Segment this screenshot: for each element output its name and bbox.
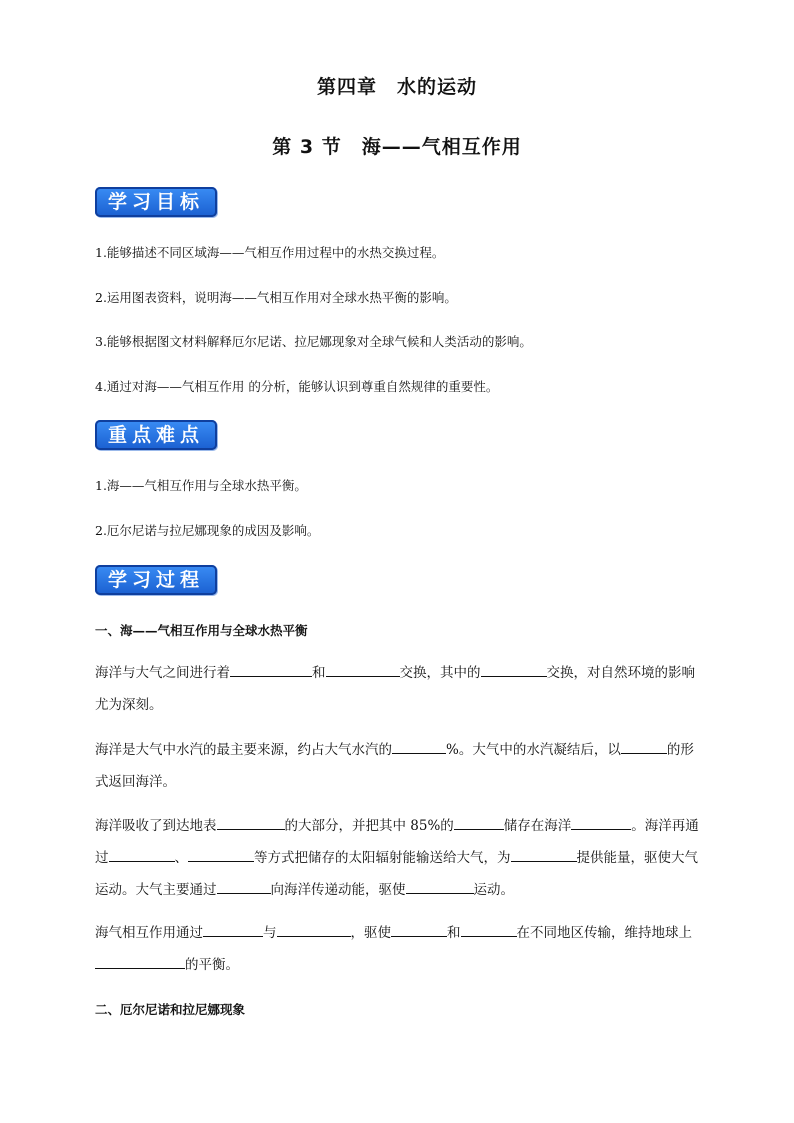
keypoints-badge: 重点难点 <box>95 420 217 450</box>
process-badge: 学习过程 <box>95 565 217 595</box>
objective-3: 3.能够根据图文材料解释厄尔尼诺、拉尼娜现象对全球气候和人类活动的影响。 <box>95 334 532 349</box>
fill-blank[interactable] <box>109 847 175 862</box>
objective-2: 2.运用图表资料，说明海——气相互作用对全球水热平衡的影响。 <box>95 290 457 305</box>
text-segment: 交换，其中的 <box>399 665 481 681</box>
text-segment: 。海洋再通过 <box>95 818 699 866</box>
paragraph-balance <box>95 917 700 981</box>
text-segment: 等方式把储存的太阳辐射能输送给大气，为 <box>254 850 511 866</box>
text-segment: %。大气中的水汽凝结后，以 <box>446 742 621 758</box>
section-title: 第 3 节 海——气相互作用 <box>272 136 522 158</box>
text-segment: 的形式返回海洋。 <box>95 742 694 790</box>
fill-blank[interactable] <box>391 922 447 937</box>
text-segment: 海气相互作用通过 <box>95 925 203 941</box>
fill-blank[interactable] <box>461 922 517 937</box>
fill-blank[interactable] <box>621 739 667 754</box>
keypoint-2: 2.厄尔尼诺与拉尼娜现象的成因及影响。 <box>95 523 320 538</box>
text-segment: 交换，对自然环境的影响尤为深刻。 <box>95 665 695 713</box>
fill-blank[interactable] <box>392 739 446 754</box>
process-heading-2: 二、厄尔尼诺和拉尼娜现象 <box>95 1002 246 1017</box>
text-segment: 、 <box>174 850 188 866</box>
fill-blank[interactable] <box>481 662 547 677</box>
process-heading-1: 一、海——气相互作用与全球水热平衡 <box>95 623 308 638</box>
text-segment: 的大部分，并把其中 85%的 <box>284 818 454 834</box>
fill-blank[interactable] <box>95 954 185 969</box>
text-segment: 运动。 <box>473 882 514 898</box>
fill-blank[interactable] <box>571 815 631 830</box>
text-segment: 海洋是大气中水汽的最主要来源，约占大气水汽的 <box>95 742 392 758</box>
fill-blank[interactable] <box>217 879 271 894</box>
fill-blank[interactable] <box>326 662 400 677</box>
objectives-badge: 学习目标 <box>95 187 217 217</box>
fill-blank[interactable] <box>188 847 254 862</box>
fill-blank[interactable] <box>277 922 351 937</box>
text-segment: 在不同地区传输，维持地球上 <box>516 925 692 941</box>
paragraph-water-vapor <box>95 734 700 798</box>
fill-blank[interactable] <box>511 847 577 862</box>
text-segment: 向海洋传递动能，驱使 <box>270 882 406 898</box>
text-segment: 和 <box>447 925 461 941</box>
fill-blank[interactable] <box>203 922 263 937</box>
text-segment: 海洋与大气之间进行着 <box>95 665 230 681</box>
paragraph-exchange <box>95 657 700 721</box>
fill-blank[interactable] <box>454 815 504 830</box>
text-segment: 与 <box>263 925 277 941</box>
text-segment: 提供能量，驱使大气运动。大气主要通过 <box>95 850 698 898</box>
objective-1: 1.能够描述不同区域海——气相互作用过程中的水热交换过程。 <box>95 245 445 260</box>
fill-blank[interactable] <box>406 879 474 894</box>
text-segment: 的平衡。 <box>185 957 239 973</box>
fill-blank[interactable] <box>217 815 285 830</box>
fill-blank[interactable] <box>230 662 312 677</box>
text-segment: 和 <box>312 665 326 681</box>
text-segment: ，驱使 <box>350 925 391 941</box>
paragraph-energy <box>95 810 700 906</box>
text-segment: 储存在海洋 <box>503 818 572 834</box>
text-segment: 海洋吸收了到达地表 <box>95 818 217 834</box>
keypoint-1: 1.海——气相互作用与全球水热平衡。 <box>95 478 307 493</box>
objective-4: 4.通过对海——气相互作用 的分析，能够认识到尊重自然规律的重要性。 <box>95 379 499 394</box>
chapter-title: 第四章 水的运动 <box>316 76 477 98</box>
